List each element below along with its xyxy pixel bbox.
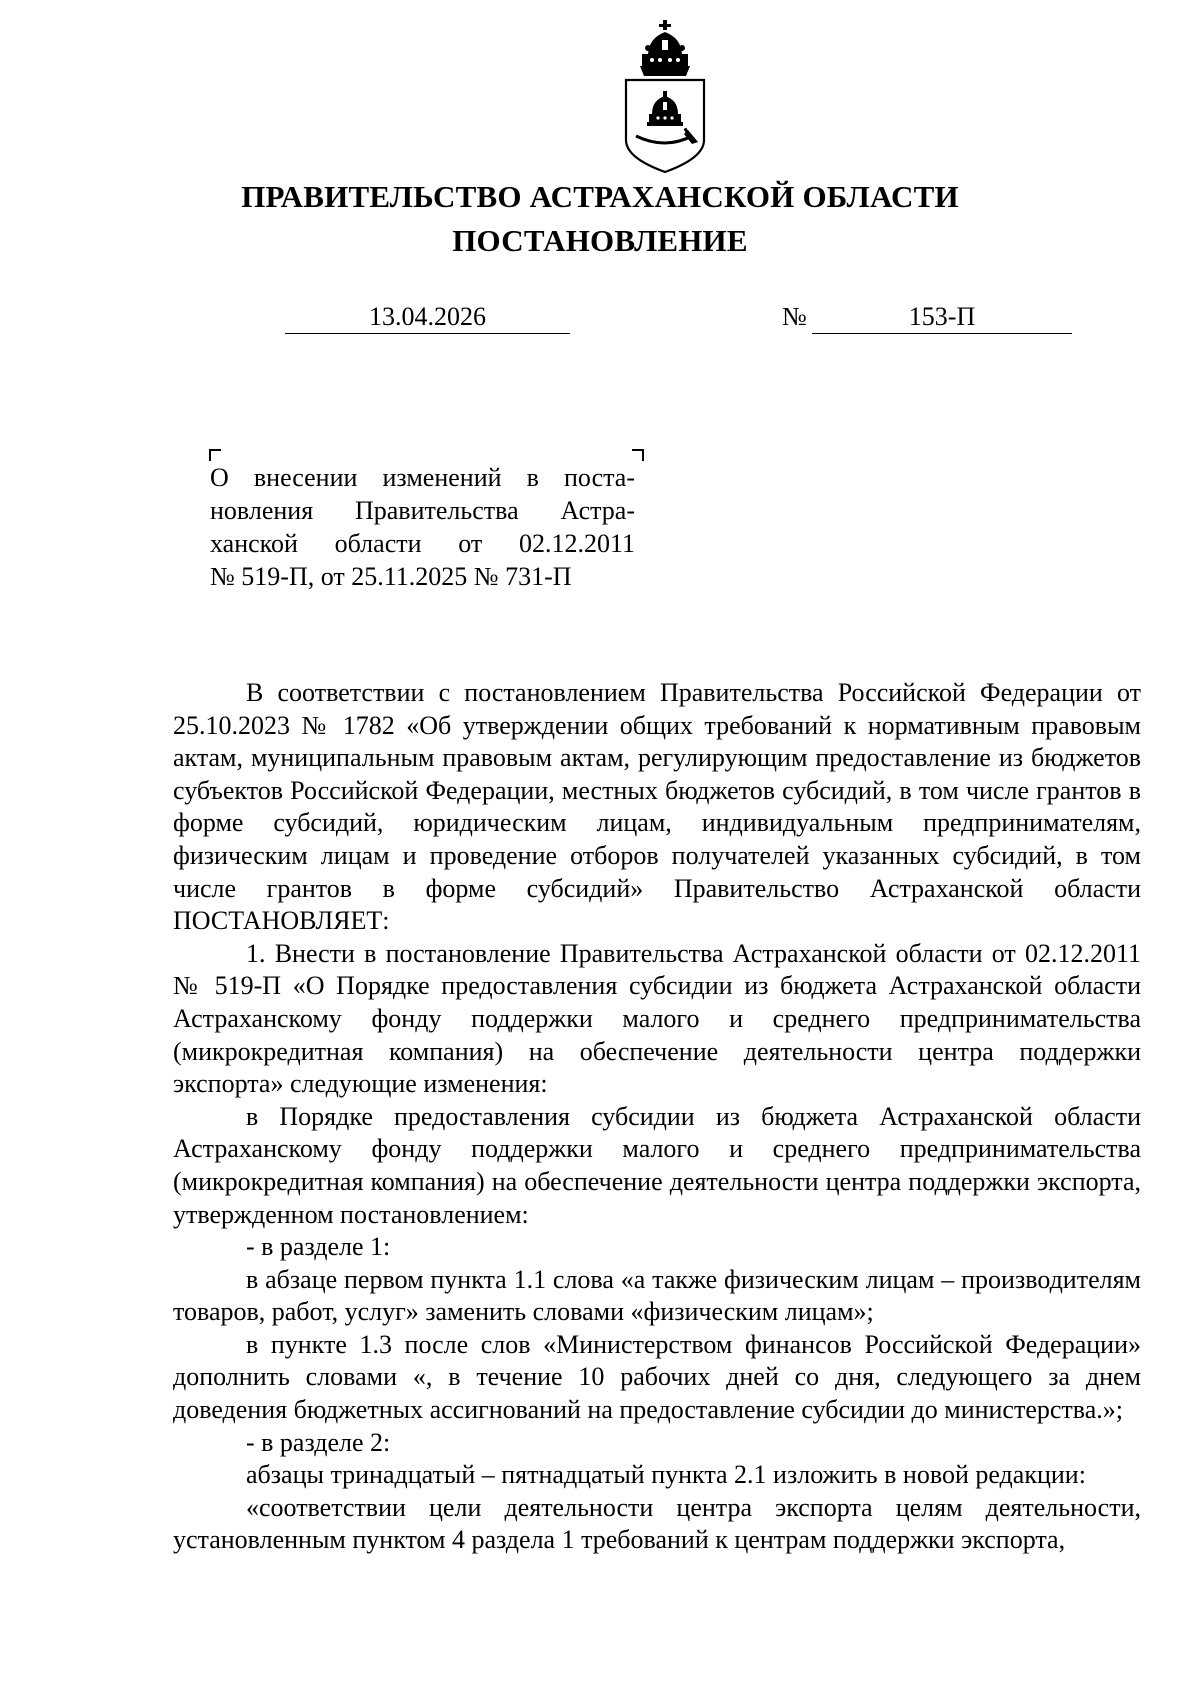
number-sign: № (782, 302, 807, 331)
body-paragraph: - в разделе 2: (246, 1427, 391, 1457)
government-title: ПРАВИТЕЛЬСТВО АСТРАХАНСКОЙ ОБЛАСТИ (241, 179, 959, 214)
body-paragraph: «соответствии цели деятельности центра экспорта целям деятельности, установленным пунктом 4 раздела 1 требований к центрам поддержки экспорта, (173, 1492, 1141, 1555)
body-paragraph: В соответствии с постановлением Правительства Российской Федерации от 25.10.2023 № 1782 «Об утверждении общих требований к нормативным правовым актам, муниципальным правовым актам, регулирующим предоставление из бюджетов субъектов Российской Федерации, местных бюджетов субсидий, в том числе грантов в форме субсидий, юридическим лицам, индивидуальным предпринимателям, физическим лицам и проведение отборов получателей указанных субсидий, в том числе грантов в форме субсидий» Правительство Астраханской области ПОСТАНОВЛЯЕТ: (173, 678, 1141, 936)
document-type-title: ПОСТАНОВЛЕНИЕ (452, 223, 748, 258)
subject-block (210, 461, 635, 593)
body-paragraph: абзацы тринадцатый – пятнадцатый пункта 2.1 изложить в новой редакции: (246, 1460, 1086, 1490)
subject-line: ханской области от 02.12.2011 (210, 529, 635, 558)
coat-of-arms-emblem (618, 18, 712, 176)
subject-corner-right (632, 449, 644, 461)
body-paragraph: в пункте 1.3 после слов «Министерством финансов Российской Федерации» дополнить словами «, в течение 10 рабочих дней со дня, следующего за днем доведения бюджетных ассигнований на предоставление субсидии до министерства.»; (173, 1329, 1141, 1425)
subject-line: О внесении изменений в поста- (210, 463, 635, 492)
subject-line: новления Правительства Астра- (210, 496, 635, 525)
body-paragraph: 1. Внести в постановление Правительства Астраханской области от 02.12.2011 № 519-П «О Порядке предоставления субсидии из бюджета Астраханской области Астраханскому фонду поддержки малого и среднего предпринимательства (микрокредитная компания) на обеспечение деятельности центра поддержки экспорта» следующие изменения: (173, 938, 1141, 1099)
document-body (173, 677, 1141, 1557)
body-paragraph: в абзаце первом пункта 1.1 слова «а также физическим лицам – производителям товаров, работ, услуг» заменить словами «физическим лицам»; (173, 1264, 1141, 1327)
subject-line: № 519-П, от 25.11.2025 № 731-П (210, 562, 572, 591)
subject-corner-left (209, 449, 221, 461)
body-paragraph: - в разделе 1: (246, 1232, 391, 1262)
body-paragraph: в Порядке предоставления субсидии из бюджета Астраханской области Астраханскому фонду поддержки малого и среднего предпринимательства (микрокредитная компания) на обеспечение деятельности центра поддержки экспорта, утвержденном постановлением: (173, 1101, 1141, 1229)
document-date: 13.04.2026 (285, 302, 570, 334)
document-number: 153-П (812, 302, 1072, 334)
